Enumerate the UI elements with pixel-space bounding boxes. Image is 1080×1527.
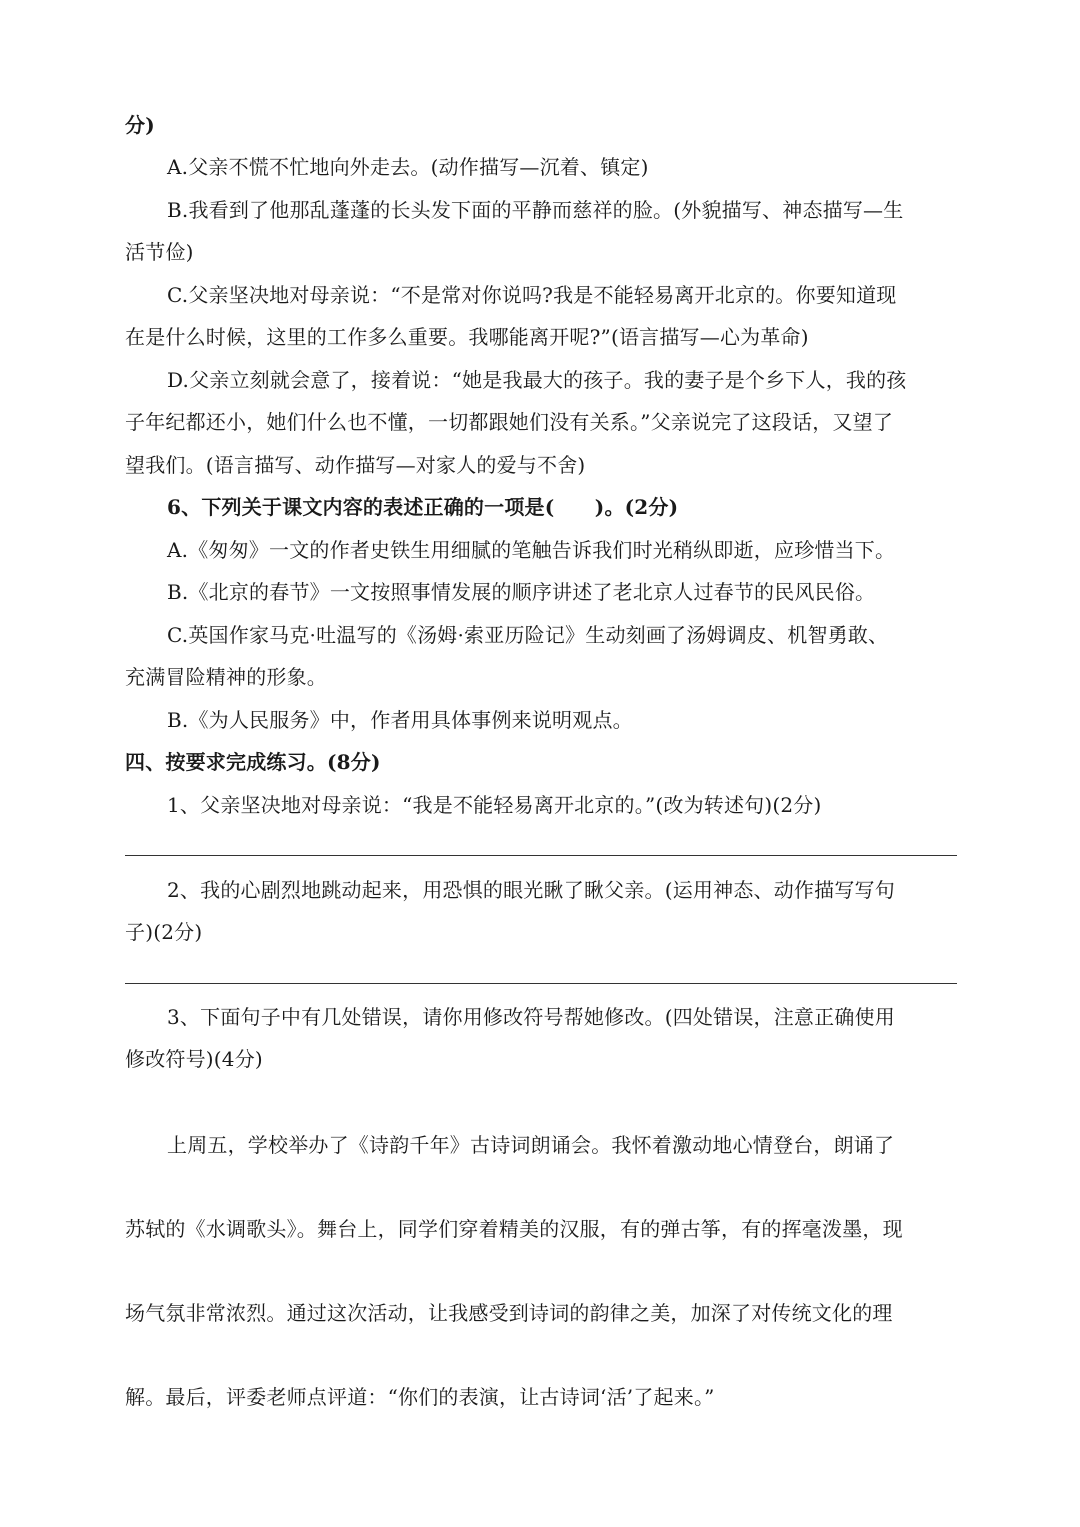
q5-score-end: 分) [125,113,155,137]
q5-option-a: A.父亲不慌不忙地向外走去。(动作描写—沉着、镇定) [167,155,649,179]
passage-line-4: 解。最后，评委老师点评道：“你们的表演，让古诗词‘活’了起来。” [125,1385,715,1409]
passage-line-3: 场气氛非常浓烈。通过这次活动，让我感受到诗词的韵律之美，加深了对传统文化的理 [125,1301,893,1325]
q5-option-b-line1: B.我看到了他那乱蓬蓬的长头发下面的平静而慈祥的脸。(外貌描写、神态描写—生 [167,198,904,222]
q6-option-d: B.《为人民服务》中，作者用具体事例来说明观点。 [167,708,633,732]
passage-line-2: 苏轼的《水调歌头》。舞台上，同学们穿着精美的汉服，有的弹古筝，有的挥毫泼墨，现 [125,1217,903,1241]
q6-option-c-line1: C.英国作家马克·吐温写的《汤姆·索亚历险记》生动刻画了汤姆调皮、机智勇敢、 [167,623,889,647]
section4-q1: 1、父亲坚决地对母亲说：“我是不能轻易离开北京的。”(改为转述句)(2分) [167,793,822,817]
section4-q2-line1: 2、我的心剧烈地跳动起来，用恐惧的眼光瞅了瞅父亲。(运用神态、动作描写写句 [167,878,895,902]
q6-option-c-line2: 充满冒险精神的形象。 [125,665,327,689]
q5-option-c-line1: C.父亲坚决地对母亲说：“不是常对你说吗?我是不能轻易离开北京的。你要知道现 [167,283,897,307]
passage-line-1: 上周五，学校举办了《诗韵千年》古诗词朗诵会。我怀着激动地心情登台，朗诵了 [167,1133,895,1157]
q5-option-c-line2: 在是什么时候，这里的工作多么重要。我哪能离开呢?”(语言描写—心为革命) [125,325,809,349]
q5-option-b-line2: 活节俭) [125,240,194,264]
q5-option-d-line2: 子年纪都还小，她们什么也不懂，一切都跟她们没有关系。”父亲说完了这段话，又望了 [125,410,894,434]
section4-heading: 四、按要求完成练习。(8分) [125,750,381,774]
q5-option-d-line1: D.父亲立刻就会意了，接着说：“她是我最大的孩子。我的妻子是个乡下人，我的孩 [167,368,907,392]
section4-q3-line2: 修改符号)(4分) [125,1047,263,1071]
q6-option-b: B.《北京的春节》一文按照事情发展的顺序讲述了老北京人过春节的民风民俗。 [167,580,876,604]
section4-q3-line1: 3、下面句子中有几处错误，请你用修改符号帮她修改。(四处错误，注意正确使用 [167,1005,895,1029]
q5-option-d-line3: 望我们。(语言描写、动作描写—对家人的爱与不舍) [125,453,586,477]
answer-line-q1[interactable] [125,855,957,856]
answer-line-q2[interactable] [125,983,957,984]
section4-q2-line2: 子)(2分) [125,920,203,944]
q6-stem: 6、下列关于课文内容的表述正确的一项是( )。(2分) [167,495,679,519]
q6-option-a: A.《匆匆》一文的作者史铁生用细腻的笔触告诉我们时光稍纵即逝，应珍惜当下。 [167,538,896,562]
